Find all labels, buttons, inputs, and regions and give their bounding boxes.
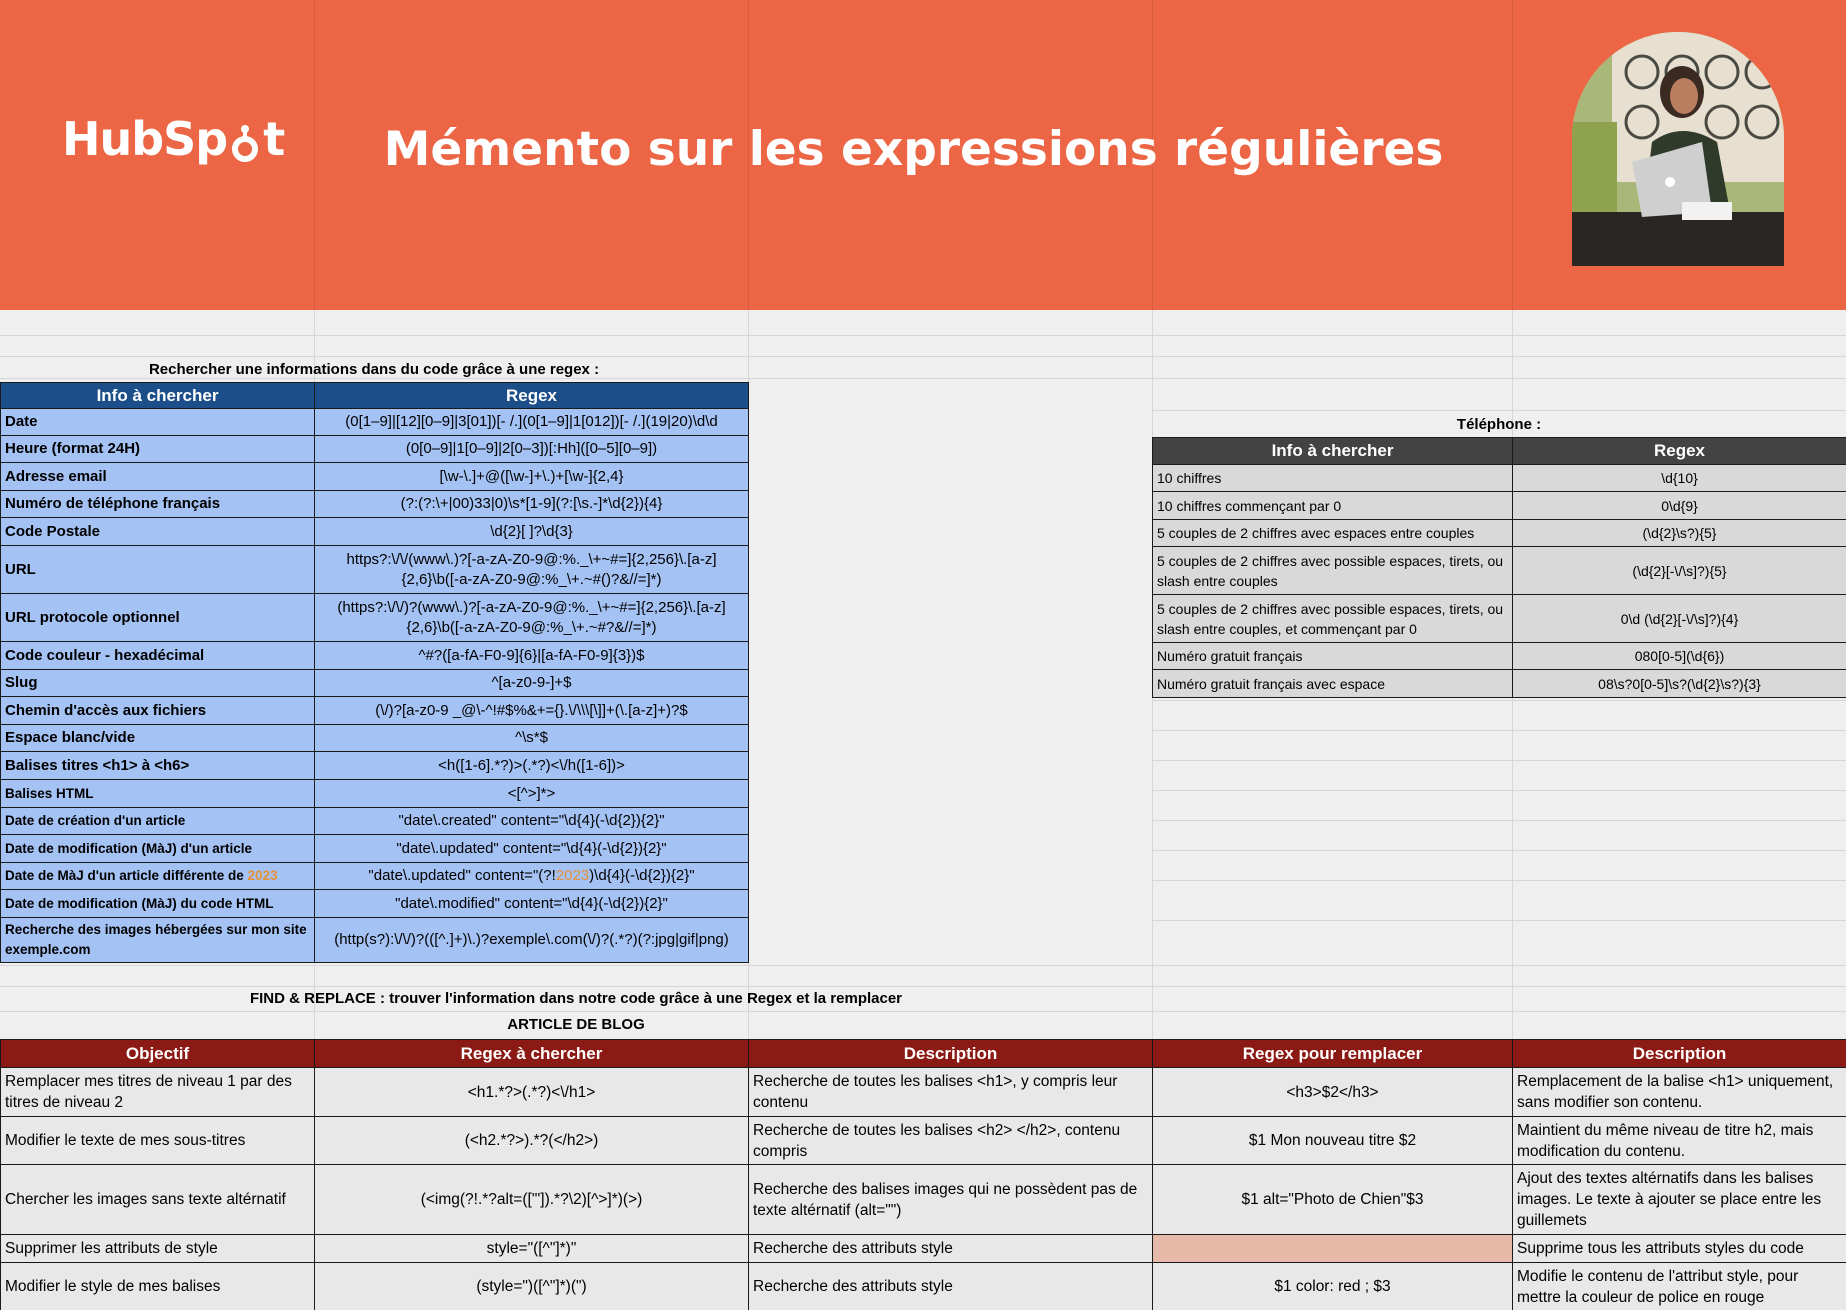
person-laptop-photo [1572,32,1784,266]
replace-value-description: Ajout des textes altérnatifs dans les balises images. Le texte à ajouter se place entre les guillemets [1513,1165,1846,1235]
regex-value[interactable]: ^#?([a-fA-F0-9]{6}|[a-fA-F0-9]{3})$ [315,642,749,670]
year-highlight: 2023 [555,867,590,884]
replace-regex[interactable]: (<h2.*?>).*?(</h2>) [315,1117,749,1165]
replace-section-subtitle: ARTICLE DE BLOG [507,1016,645,1033]
regex-value[interactable]: ^[a-z0-9-]+$ [315,670,749,697]
regex-label: Slug [1,670,315,697]
regex-label: Date de modification (MàJ) d'un article [1,835,315,863]
phone-label: 5 couples de 2 chiffres avec espaces entre couples [1153,520,1513,547]
replace-col-replace-description: Description [1513,1040,1846,1068]
regex-value[interactable]: \d{2}[ ]?\d{3} [315,518,749,546]
phone-col-regex: Regex [1513,438,1846,465]
phone-regex[interactable]: \d{10} [1513,465,1846,492]
replace-objectif: Supprimer les attributs de style [1,1235,315,1263]
phone-regex[interactable]: 0\d (\d{2}[-\/\s]?){4} [1513,595,1846,643]
phone-table [1152,437,1846,698]
sprocket-icon [228,122,262,156]
regex-value[interactable]: (0[1–9]|[12][0–9]|3[01])[- /.](0[1–9]|1[012])[- /.](19|20)\d\d [315,409,749,436]
regex-label: Numéro de téléphone français [1,491,315,518]
replace-value-description: Maintient du même niveau de titre h2, mais modification du contenu. [1513,1117,1846,1165]
page-title: Mémento sur les expressions régulières [383,122,1444,177]
replace-value[interactable]: $1 alt="Photo de Chien"$3 [1153,1165,1513,1235]
regex-value[interactable]: "date\.created" content="\d{4}(-\d{2}){2}" [315,808,749,835]
year-highlight: 2023 [247,868,278,883]
replace-objectif: Modifier le texte de mes sous-titres [1,1117,315,1165]
regex-label: Balises titres <h1> à <h6> [1,752,315,780]
regex-value[interactable]: (\/)?[a-z0-9 _@\-^!#$%&+={}.\/\\\[\]]+(\.[a-z]+)?$ [315,697,749,725]
replace-regex[interactable]: (style=")([^"]*)(") [315,1263,749,1310]
regex-label: Date de création d'un article [1,808,315,835]
logo-text-left: HubSp [62,112,228,166]
phone-regex[interactable]: 08\s?0[0-5]\s?(\d{2}\s?){3} [1513,670,1846,698]
regex-section-title: Rechercher une informations dans du code grâce à une regex : [148,361,600,378]
replace-col-replace: Regex pour remplacer [1153,1040,1513,1068]
replace-col-regex: Regex à chercher [315,1040,749,1068]
regex-label: Recherche des images hébergées sur mon site exemple.com [1,918,315,963]
regex-value[interactable]: (http(s?):\/\/)?(([^.]+)\.)?exemple\.com(\/)?(.*?)(?:jpg|gif|png) [315,918,749,963]
regex-value[interactable]: https?:\/\/(www\.)?[-a-zA-Z0-9@:%._\+~#=]{2,256}\.[a-z]{2,6}\b([-a-zA-Z0-9@:%_\+.~#()?&//=]*) [315,546,749,594]
phone-label: 5 couples de 2 chiffres avec possible espaces, tirets, ou slash entre couples [1153,547,1513,595]
regex-label: Code Postale [1,518,315,546]
phone-label: Numéro gratuit français [1153,643,1513,670]
regex-label: Heure (format 24H) [1,436,315,463]
regex-value[interactable]: "date\.modified" content="\d{4}(-\d{2}){2}" [315,890,749,918]
regex-label: Date de modification (MàJ) du code HTML [1,890,315,918]
phone-col-info: Info à chercher [1153,438,1513,465]
replace-value[interactable]: <h3>$2</h3> [1153,1068,1513,1117]
logo-text-right: t [263,112,285,166]
regex-label: Chemin d'accès aux fichiers [1,697,315,725]
replace-description: Recherche des attributs style [749,1235,1153,1263]
replace-objectif: Modifier le style de mes balises [1,1263,315,1310]
regex-value[interactable]: (?:(?:\+|00)33|0)\s*[1-9](?:[\s.-]*\d{2}){4} [315,491,749,518]
replace-value-description: Remplacement de la balise <h1> uniquement, sans modifier son contenu. [1513,1068,1846,1117]
regex-value[interactable]: (https?:\/\/)?(www\.)?[-a-zA-Z0-9@:%._\+~#=]{2,256}\.[a-z]{2,6}\b([-a-zA-Z0-9@:%_\+.~#?&//=]*) [315,594,749,642]
replace-objectif: Chercher les images sans texte altérnatif [1,1165,315,1235]
replace-regex[interactable]: style="([^"]*)" [315,1235,749,1263]
phone-regex[interactable]: 080[0-5](\d{6}) [1513,643,1846,670]
replace-objectif: Remplacer mes titres de niveau 1 par des titres de niveau 2 [1,1068,315,1117]
replace-value-description: Supprime tous les attributs styles du code [1513,1235,1846,1263]
replace-value-empty[interactable] [1153,1235,1513,1263]
phone-label: 10 chiffres [1153,465,1513,492]
regex-label: URL protocole optionnel [1,594,315,642]
regex-value[interactable]: [\w-\.]+@([\w-]+\.)+[\w-]{2,4} [315,463,749,491]
regex-label-date-diff: Date de MàJ d'un article différente de 2023 [1,863,315,890]
phone-label: Numéro gratuit français avec espace [1153,670,1513,698]
header-banner [0,0,1846,310]
regex-value[interactable]: <h([1-6].*?)>(.*?)<\/h([1-6])> [315,752,749,780]
replace-value-description: Modifie le contenu de l'attribut style, pour mettre la couleur de police en rouge [1513,1263,1846,1310]
replace-description: Recherche de toutes les balises <h1>, y compris leur contenu [749,1068,1153,1117]
replace-description: Recherche de toutes les balises <h2> </h2>, contenu compris [749,1117,1153,1165]
regex-table [0,382,749,963]
replace-col-description: Description [749,1040,1153,1068]
regex-value[interactable]: ^\s*$ [315,725,749,752]
regex-value-date-diff[interactable]: "date\.updated" content="(?!2023)\d{4}(-\d{2}){2}" [315,863,749,890]
regex-label: Code couleur - hexadécimal [1,642,315,670]
replace-description: Recherche des attributs style [749,1263,1153,1310]
replace-section-title: FIND & REPLACE : trouver l'information dans notre code grâce à une Regex et la remplacer [249,990,903,1007]
phone-label: 5 couples de 2 chiffres avec possible espaces, tirets, ou slash entre couples, et commençant par 0 [1153,595,1513,643]
phone-label: 10 chiffres commençant par 0 [1153,492,1513,520]
replace-regex[interactable]: (<img(?!.*?alt=(["']).*?\2)[^>]*)(>) [315,1165,749,1235]
regex-label: Espace blanc/vide [1,725,315,752]
phone-section-title: Téléphone : [1456,416,1542,433]
regex-value[interactable]: (0[0–9]|1[0–9]|2[0–3])[:Hh]([0–5][0–9]) [315,436,749,463]
phone-regex[interactable]: 0\d{9} [1513,492,1846,520]
regex-label: URL [1,546,315,594]
regex-col-info: Info à chercher [1,383,315,409]
regex-value[interactable]: <[^>]*> [315,780,749,808]
regex-col-regex: Regex [315,383,749,409]
regex-label: Date [1,409,315,436]
replace-description: Recherche des balises images qui ne possèdent pas de texte altérnatif (alt="") [749,1165,1153,1235]
replace-col-objectif: Objectif [1,1040,315,1068]
phone-regex[interactable]: (\d{2}\s?){5} [1513,520,1846,547]
replace-value[interactable]: $1 Mon nouveau titre $2 [1153,1117,1513,1165]
phone-regex[interactable]: (\d{2}[-\/\s]?){5} [1513,547,1846,595]
regex-value[interactable]: "date\.updated" content="\d{4}(-\d{2}){2}" [315,835,749,863]
replace-table [0,1039,1846,1310]
regex-label: Adresse email [1,463,315,491]
hubspot-logo [62,112,284,166]
replace-regex[interactable]: <h1.*?>(.*?)<\/h1> [315,1068,749,1117]
regex-label: Balises HTML [1,780,315,808]
replace-value[interactable]: $1 color: red ; $3 [1153,1263,1513,1310]
